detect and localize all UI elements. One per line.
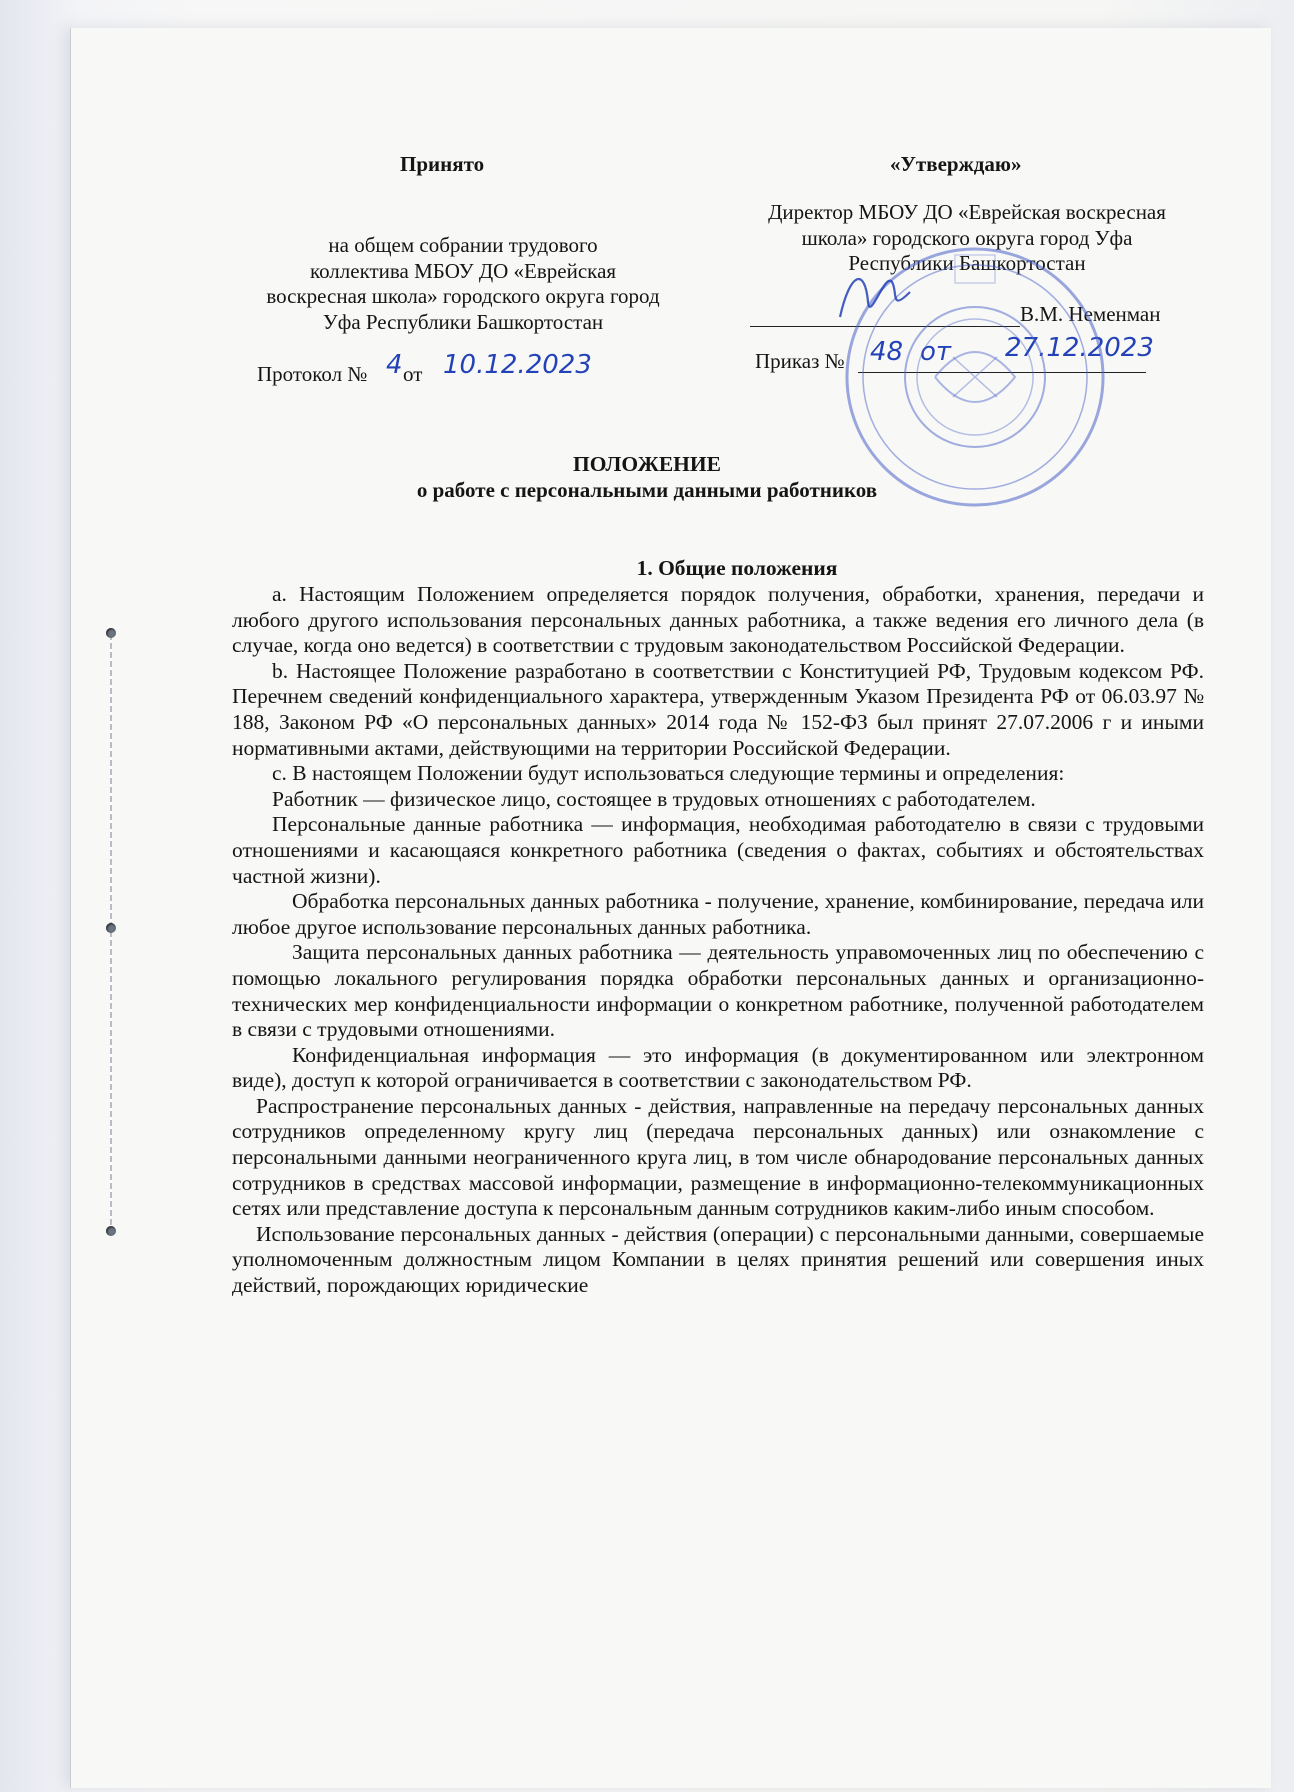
accepted-line: на общем собрании трудового [328, 233, 598, 257]
definition-processing: Обработка персональных данных работника - получение, хранение, комбинирование, передача или любое другое использование персональных данных работника. [232, 889, 1204, 939]
accepted-line: Уфа Республики Башкортостан [322, 309, 604, 334]
document-title: ПОЛОЖЕНИЕ [573, 452, 721, 476]
accepted-body [218, 233, 708, 335]
definition-protection: Защита персональных данных работника — деятельность управомоченных лиц по обеспечению с помощью локального регулирования порядка обработки персональных данных и организационно-технических мер конфиденциальности информации о конкретном работнике, полученной работодателем в связи с трудовыми отношениями. [232, 940, 1204, 1042]
section-heading: 1. Общие положения [636, 556, 838, 580]
definition-usage: Использование персональных данных - действия (операции) с персональными данными, совершаемые уполномоченным должностным лицом Компании в целях принятия решений или совершения иных действий, порождающих юридические [232, 1221, 1204, 1298]
signature-icon [830, 262, 920, 332]
protocol-number: 4 [386, 350, 403, 380]
order-date: 27.12.2023 [1005, 333, 1154, 363]
approve-line: Республики Башкортостан [848, 251, 1086, 275]
protocol-prefix: Протокол № [257, 362, 368, 386]
paragraph-a: a. Настоящим Положением определяется порядок получения, обработки, хранения, передачи и любого другого использования персональных данных работника, а также ведения его личного дела (в случае, когда оно ведется) в соответствии с трудовым законодательством Российской Федерации. [232, 582, 1204, 658]
paragraph-b: b. Настоящее Положение разработано в соответствии с Конституцией РФ, Трудовым кодексом РФ. Перечнем сведений конфиденциального характера, утвержденным Указом Президента РФ от 06.03.97 № 188, Законом РФ «О персональных данных» 2014 года № 152-ФЗ был принят 27.07.2006 г и иными нормативными актами, действующими на территории Российской Федерации. [232, 658, 1204, 760]
signatory-name: В.М. Неменман [1020, 302, 1161, 326]
definition-employee: Работник — физическое лицо, состоящее в трудовых отношениях с работодателем. [272, 786, 1036, 811]
approve-line: Директор МБОУ ДО «Еврейская воскресная [768, 200, 1166, 224]
approve-line: школа» городского округа город Уфа [801, 225, 1133, 250]
definition-confidential: Конфиденциальная информация — это информация (в документированном или электронном виде), доступ к которой ограничивается в соответствии с законодательством РФ. [232, 1042, 1204, 1093]
order-prefix: Приказ № [755, 349, 845, 373]
accepted-line: коллектива МБОУ ДО «Еврейская [309, 258, 617, 283]
protocol-date: 10.12.2023 [443, 350, 592, 380]
accepted-line: воскресная школа» городского округа город [266, 284, 660, 308]
document-body [232, 582, 1204, 1299]
paragraph-c: c. В настоящем Положении будут использоваться следующие термины и определения: [272, 761, 1065, 786]
order-number: 48 [870, 337, 904, 367]
accepted-title: Принято [400, 152, 485, 176]
definition-personal-data: Персональные данные работника — информация, необходимая работодателю в связи с трудовыми отношениями и касающаяся конкретного работника (сведения о фактах, событиях и обстоятельствах частной жизни). [232, 812, 1204, 888]
definition-distribution: Распространение персональных данных - действия, направленные на передачу персональных данных сотрудников определенному кругу лиц (передача персональных данных) или ознакомление с персональными данными неограниченного круга лиц, в том числе обнародование персональных данных сотрудников в средствах массовой информации, размещение в информационно-телекоммуникационных сетях или представление доступа к персональным данным сотрудников каким-либо иным способом. [232, 1093, 1204, 1221]
approve-title: «Утверждаю» [890, 152, 1022, 176]
document-subtitle: о работе с персональными данными работников [416, 478, 878, 502]
order-from: от [920, 337, 952, 367]
protocol-from: от [403, 362, 423, 386]
